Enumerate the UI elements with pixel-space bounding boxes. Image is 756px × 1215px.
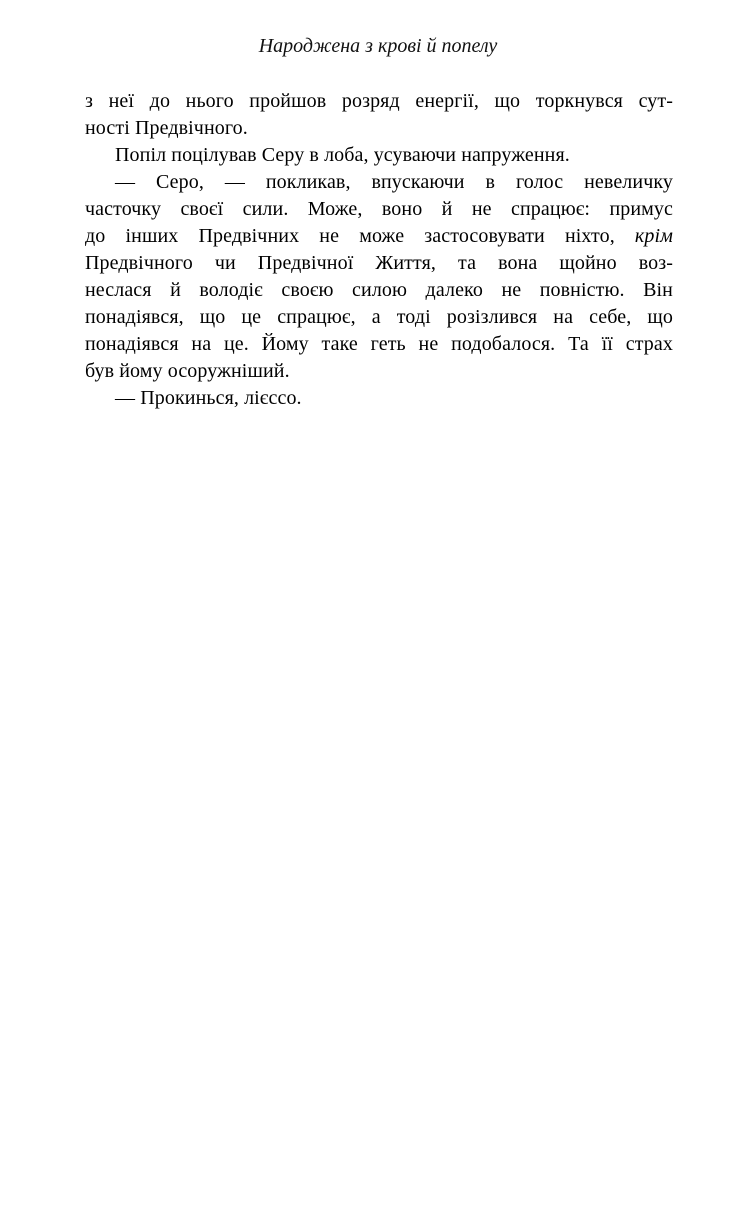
text-line [85,385,673,412]
text-line [85,196,673,223]
text-segment: був йому осоружніший. [85,360,290,382]
text-line [85,223,673,250]
text-line [85,169,673,196]
text-segment: неслася й володіє своєю силою далеко не повністю. Він [85,279,673,301]
text-line [85,277,673,304]
text-segment: ності Предвічного. [85,117,248,139]
text-line [85,250,673,277]
text-segment: Попіл поцілував Серу в лоба, усуваючи напруження. [115,144,570,166]
running-header: Народжена з крові й попелу [258,35,498,57]
text-block [85,88,673,412]
text-segment: понадіявся, що це спрацює, а тоді розізлився на себе, що [85,306,673,328]
book-page [0,34,756,1215]
text-line [85,358,673,385]
text-segment: Предвічного чи Предвічної Життя, та вона щойно воз- [85,252,673,274]
text-segment: — Серо, — покликав, впускаючи в голос невеличку [115,171,673,193]
text-segment: з неї до нього пройшов розряд енергії, що торкнувся сут- [85,90,673,112]
text-segment: — Прокинься, лієссо. [115,387,302,409]
text-line [85,142,673,169]
text-segment: до інших Предвічних не може застосовувати ніхто, [85,225,635,247]
text-segment: часточку своєї сили. Може, воно й не спрацює: примус [85,198,673,220]
text-line [85,304,673,331]
text-line [85,88,673,115]
ebook-page [0,34,756,1215]
text-segment-italic: крім [634,225,673,247]
text-line [85,331,673,358]
text-line [85,115,673,142]
text-segment: понадіявся на це. Йому таке геть не подобалося. Та її страх [85,333,673,355]
